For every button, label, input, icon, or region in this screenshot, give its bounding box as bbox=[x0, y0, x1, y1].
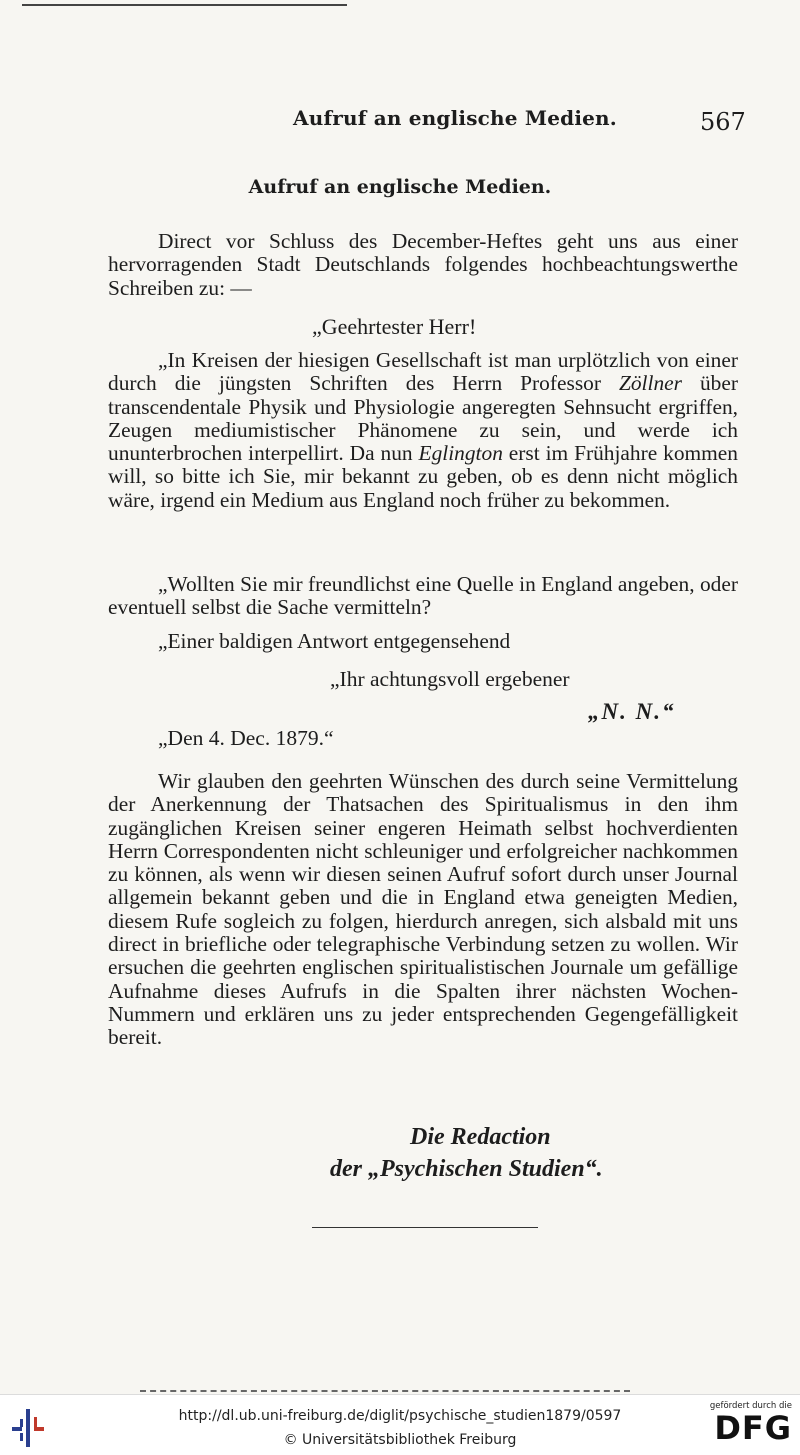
letter-greeting: „Geehrtester Herr! bbox=[312, 314, 477, 339]
page-number: 567 bbox=[700, 108, 746, 136]
signature-redaction: Die Redaction bbox=[410, 1124, 551, 1150]
letter-paragraph-1 bbox=[108, 349, 738, 512]
top-rule bbox=[22, 4, 347, 6]
footer-url-link[interactable]: http://dl.ub.uni-freiburg.de/diglit/psychische_studien1879/0597 bbox=[178, 1408, 622, 1424]
name-eglington: Eglington bbox=[418, 441, 503, 466]
dfg-tagline: gefördert durch die bbox=[709, 1401, 792, 1411]
letter-paragraph-2: „Wollten Sie mir freundlichst eine Quelle in England angeben, oder eventuell selbst die Sache vermitteln? bbox=[108, 572, 738, 620]
letter-p1-part-b: über transcendentale Physik und Physiologie angeregten Sehnsucht ergriffen, Zeugen mediumistischer Phänomene zu sein, und werde ich ununterbrochen interpellirt. Da nun bbox=[108, 371, 738, 466]
body-paragraph: Wir glauben den geehrten Wünschen des durch seine Vermittelung der Anerkennung der Thatsachen des Spiritualismus in den ihm zugänglichen Kreisen seiner engeren Heimath selbst hochverdienten Herrn Correspondenten nicht schleuniger und erfolgreicher nachkommen zu können, als wenn wir diesen seinen Aufruf sofort durch unser Journal allgemein bekannt geben und die in England etwa geneigten Medien, diesem Rufe sogleich zu folgen, hierdurch anregen, sich alsbald mit uns direct in briefliche oder telegraphische Verbindung setzen zu wollen. Wir ersuchen die geehrten englischen spiritualistischen Journale um gefällige Aufnahme dieses Aufrufs in die Spalten ihrer nächsten Wochen-Nummern und erklären uns zu jeder entsprechenden Gegengefälligkeit bereit. bbox=[108, 769, 738, 1050]
letter-p1-part-a: „In Kreisen der hiesigen Gesellschaft ist man urplötzlich von einer durch die jüngsten Schriften des Herrn Professor bbox=[108, 348, 738, 396]
dfg-logo[interactable] bbox=[700, 1401, 796, 1451]
footer-bar bbox=[0, 1394, 800, 1455]
dfg-wordmark: DFG bbox=[714, 1409, 792, 1447]
letter-p1-part-c: erst im Frühjahre kommen will, so bitte ich Sie, mir bekannt zu geben, ob es denn nicht möglich wäre, irgend ein Medium aus England noch früher zu bekommen. bbox=[108, 441, 738, 512]
letter-closing: „Ihr achtungsvoll ergebener bbox=[330, 667, 570, 691]
running-head bbox=[0, 104, 800, 138]
letter-signature: „N. N.“ bbox=[588, 699, 676, 724]
end-rule bbox=[312, 1227, 538, 1228]
name-zoellner: Zöllner bbox=[618, 371, 682, 396]
intro-paragraph: Direct vor Schluss des December-Heftes geht uns aus einer hervorragenden Stadt Deutschlands folgendes hochbeachtungswerthe Schreiben zu: — bbox=[108, 229, 738, 300]
footer-copyright: © Universitätsbibliothek Freiburg bbox=[283, 1432, 517, 1448]
letter-paragraph-3: „Einer baldigen Antwort entgegensehend bbox=[158, 629, 511, 653]
running-title: Aufruf an englische Medien. bbox=[293, 106, 617, 130]
signature-journal: der „Psychischen Studien“. bbox=[330, 1156, 603, 1182]
bottom-scan-edge bbox=[140, 1390, 630, 1392]
article-title: Aufruf an englische Medien. bbox=[248, 176, 552, 198]
letter-date: „Den 4. Dec. 1879.“ bbox=[158, 726, 334, 750]
